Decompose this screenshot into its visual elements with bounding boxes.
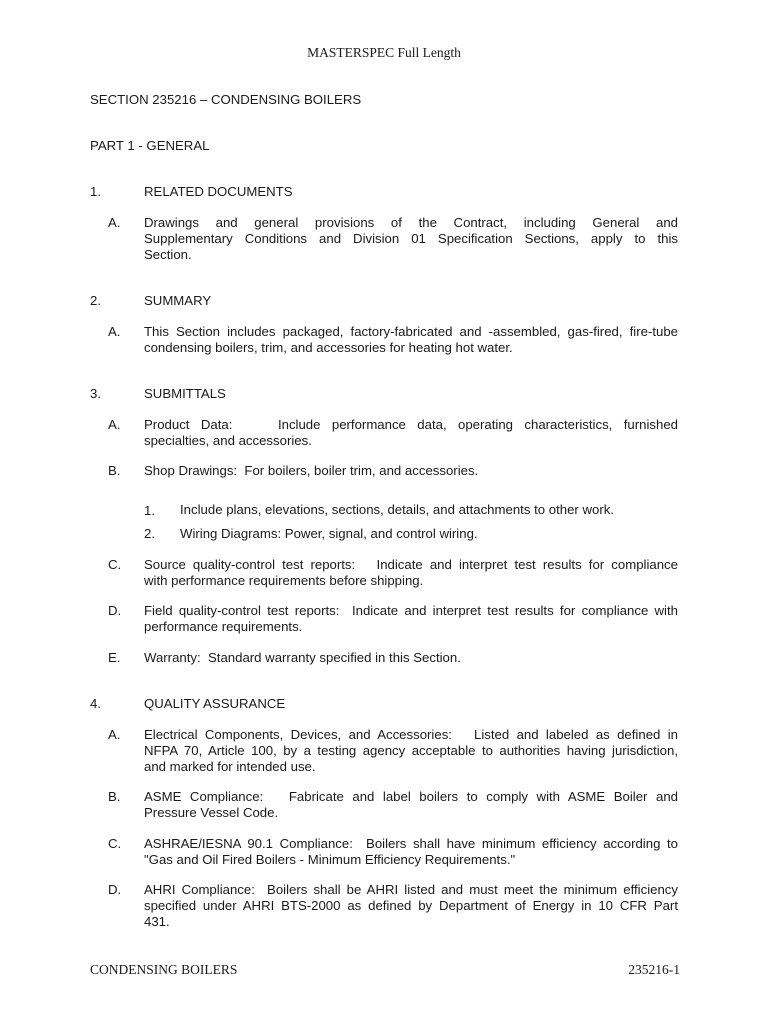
paragraph-letter: B. — [108, 789, 121, 804]
paragraph-line: and marked for intended use. — [144, 759, 316, 774]
subitem-text: Include plans, elevations, sections, details, and attachments to other work. — [180, 502, 614, 517]
paragraph-letter: A. — [108, 215, 121, 230]
paragraph-line: NFPA 70, Article 100, by a testing agency acceptable to authorities having jurisdiction, — [144, 743, 678, 758]
paragraph-line: Warranty: Standard warranty specified in this Section. — [144, 650, 461, 665]
paragraph-line: with performance requirements before shipping. — [144, 573, 424, 588]
paragraph-line: ASME Compliance: Fabricate and label boilers to comply with ASME Boiler and — [144, 789, 678, 804]
paragraph-text — [144, 557, 678, 589]
paragraph-text — [144, 603, 678, 635]
paragraph-line: Source quality-control test reports: Indicate and interpret test results for compliance — [144, 557, 678, 572]
paragraph-line: Field quality-control test reports: Indicate and interpret test results for compliance with — [144, 603, 678, 618]
paragraph-letter: C. — [108, 557, 122, 572]
paragraph-letter: E. — [108, 650, 121, 665]
footer-section-name: CONDENSING BOILERS — [90, 962, 238, 977]
paragraph-line: ASHRAE/IESNA 90.1 Compliance: Boilers shall have minimum efficiency according to — [144, 836, 678, 851]
subitem-text: Wiring Diagrams: Power, signal, and control wiring. — [180, 526, 478, 541]
paragraph-text — [144, 836, 678, 868]
paragraph-line: 431. — [144, 914, 170, 929]
paragraph-line: This Section includes packaged, factory-fabricated and -assembled, gas-fired, fire-tube — [144, 324, 678, 339]
paragraph-line: "Gas and Oil Fired Boilers - Minimum Efficiency Requirements." — [144, 852, 516, 867]
paragraph-text — [144, 417, 678, 449]
paragraph-letter: A. — [108, 417, 121, 432]
paragraph-line: specialties, and accessories. — [144, 433, 312, 448]
article-title: QUALITY ASSURANCE — [144, 696, 286, 711]
paragraph-line: Section. — [144, 247, 192, 262]
paragraph-line: condensing boilers, trim, and accessories for heating hot water. — [144, 340, 513, 355]
paragraph-text — [144, 215, 678, 263]
footer-page-number: 235216-1 — [628, 962, 680, 977]
paragraph-letter: B. — [108, 463, 121, 478]
paragraph-line: specified under AHRI BTS-2000 as defined by Department of Energy in 10 CFR Part — [144, 898, 678, 913]
section-title: SECTION 235216 – CONDENSING BOILERS — [90, 92, 362, 107]
paragraph-line: Product Data: Include performance data, operating characteristics, furnished — [144, 417, 678, 432]
paragraph-text — [144, 324, 678, 356]
paragraph-line: Supplementary Conditions and Division 01 Specification Sections, apply to this — [144, 231, 678, 246]
paragraph-letter: A. — [108, 727, 121, 742]
subitem-number: 2. — [144, 526, 155, 541]
article-title: SUMMARY — [144, 293, 212, 308]
article-number: 2. — [90, 293, 101, 308]
article-number: 1. — [90, 184, 101, 199]
paragraph-letter: C. — [108, 836, 122, 851]
paragraph-letter: A. — [108, 324, 121, 339]
paragraph-letter: D. — [108, 882, 122, 897]
paragraph-line: Electrical Components, Devices, and Accessories: Listed and labeled as defined in — [144, 727, 678, 742]
article-number: 4. — [90, 696, 101, 711]
article-number: 3. — [90, 386, 101, 401]
article-title: RELATED DOCUMENTS — [144, 184, 293, 199]
article-title: SUBMITTALS — [144, 386, 226, 401]
paragraph-text — [144, 882, 678, 930]
subitem-number: 1. — [144, 503, 155, 518]
paragraph-line: performance requirements. — [144, 619, 303, 634]
paragraph-line: AHRI Compliance: Boilers shall be AHRI listed and must meet the minimum efficiency — [144, 882, 678, 897]
paragraph-text — [144, 789, 678, 821]
paragraph-line: Shop Drawings: For boilers, boiler trim, and accessories. — [144, 463, 479, 478]
part-title: PART 1 - GENERAL — [90, 138, 210, 153]
paragraph-text — [144, 727, 678, 775]
paragraph-line: Drawings and general provisions of the Contract, including General and — [144, 215, 678, 230]
page-header: MASTERSPEC Full Length — [307, 45, 461, 60]
paragraph-letter: D. — [108, 603, 122, 618]
paragraph-line: Pressure Vessel Code. — [144, 805, 279, 820]
